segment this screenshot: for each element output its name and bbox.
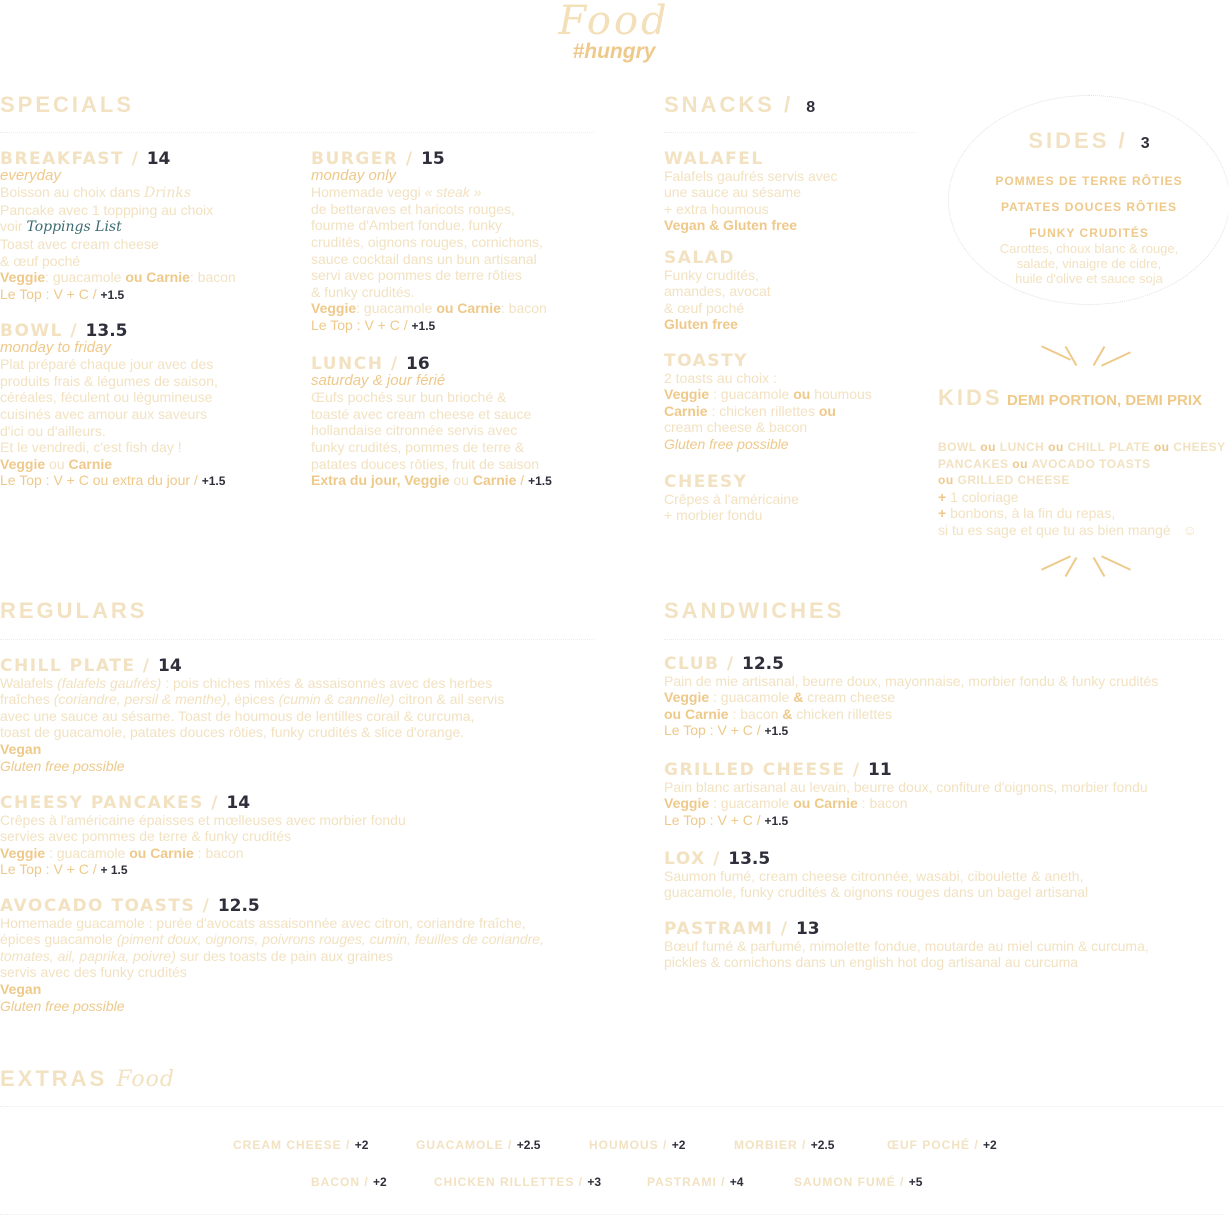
extra-item: CREAM CHEESE / +2 <box>233 1138 369 1152</box>
decor-ray <box>1093 557 1106 577</box>
extra-item: HOUMOUS / +2 <box>589 1138 686 1152</box>
decor-ray <box>1101 351 1131 366</box>
chill-plate-item: CHILL PLATE / 14 Walafels (falafels gaufrés) : pois chiches mixés & assaisonnés avec des herbes fraîches (coriandre, persil & menthe), épices (cumin & cannelle) citron & ail servis avec une sauce au sésame. Toast de houmous de lentilles corail & curcuma, toast de guacamole, patates douces rôties, funky crudités & slice d'orange. Vegan Gluten free possible <box>0 656 505 774</box>
extras-divider-bottom <box>0 1214 1224 1215</box>
walafel-item: WALAFEL Falafels gaufrés servis avec une sauce au sésame + extra houmous Vegan & Gluten free <box>664 149 838 234</box>
sides-list: POMMES DE TERRE RÔTIES PATATES DOUCES RÔTIES FUNKY CRUDITÉS Carottes, choux blanc & rouge, salade, vinaigre de cidre, huile d'olive et sauce soja <box>995 174 1183 286</box>
extra-item: PASTRAMI / +4 <box>647 1175 744 1189</box>
smiley-icon: ☺ <box>1182 521 1197 538</box>
burger-title: BURGER / 15 <box>311 149 445 169</box>
cheesy-pancakes-item: CHEESY PANCAKES / 14 Crêpes à l'américaine épaisses et mœlleuses avec morbier fondu servies avec pommes de terre & funky crudités Veggie : guacamole ou Carnie : bacon Le Top : V + C / + 1.5 <box>0 793 406 878</box>
kids-details: BOWL ou LUNCH ou CHILL PLATE ou CHEESY PANCAKES ou AVOCADO TOASTS ou GRILLED CHEESE + 1 coloriage + bonbons, à la fin du repas, si tu es sage et que tu as bien mangé ☺ <box>938 440 1226 538</box>
sandwiches-divider <box>664 639 1224 640</box>
decor-ray <box>1101 555 1131 570</box>
bowl-item: BOWL / 13.5 monday to friday Plat préparé chaque jour avec des produits frais & légumes de saison, céréales, féculent ou légumineuse cuisinés avec amour aux saveurs d'ici ou d'ailleurs. Et le vendredi, c'est fish day ! Veggie ou Carnie Le Top : V + C ou extra du jour / +1.5 <box>0 321 226 489</box>
extra-item: GUACAMOLE / +2.5 <box>416 1138 541 1152</box>
extras-heading: EXTRAS Food <box>0 1066 176 1092</box>
grilled-cheese-item: GRILLED CHEESE / 11 Pain blanc artisanal au levain, beurre doux, confiture d'oignons, morbier fondu Veggie : guacamole ou Carnie : bacon Le Top : V + C / +1.5 <box>664 760 1148 828</box>
lunch-item: LUNCH / 16 saturday & jour férié Œufs pochés sur bun brioché & toasté avec cream cheese et sauce hollandaise citronnée servis avec funky crudités, pommes de terre & patates douces rôties, fruit de saison Extra du jour, Veggie ou Carnie / +1.5 <box>311 354 552 489</box>
regulars-heading: REGULARS <box>0 598 148 623</box>
extra-item: MORBIER / +2.5 <box>734 1138 835 1152</box>
extra-item: BACON / +2 <box>311 1175 387 1189</box>
sides-heading: SIDES / 3 <box>1028 128 1150 153</box>
breakfast-title: BREAKFAST / 14 <box>0 149 171 169</box>
club-item: CLUB / 12.5 Pain de mie artisanal, beurre doux, mayonnaise, morbier fondu & funky crudités Veggie : guacamole & cream cheese ou Carnie : bacon & chicken rillettes Le Top : V + C / +1.5 <box>664 654 1159 739</box>
snacks-divider <box>664 132 916 133</box>
header-tagline: #hungry <box>572 40 656 63</box>
burger-item: BURGER / 15 monday only Homemade veggi « steak » de betteraves et haricots rouges, fourme d'Ambert fondue, funky crudités, oignons rouges, cornichons, sauce cocktail dans un bun artisanal servi avec pommes de terre rôties & funky crudités. Veggie: guacamole ou Carnie: bacon Le Top : V + C / +1.5 <box>311 151 601 335</box>
extras-divider-top <box>0 1106 1224 1107</box>
extra-item: CHICKEN RILLETTES / +3 <box>434 1175 602 1189</box>
sandwiches-heading: SANDWICHES <box>664 598 845 623</box>
lox-item: LOX / 13.5 Saumon fumé, cream cheese citronnée, wasabi, ciboulette & aneth, guacamole, funky crudités & oignons rouges dans un bagel artisanal <box>664 849 1089 901</box>
extra-item: ŒUF POCHÉ / +2 <box>887 1138 997 1152</box>
decor-ray <box>1041 555 1071 570</box>
regulars-divider <box>0 639 594 640</box>
extra-item: SAUMON FUMÉ / +5 <box>794 1175 923 1189</box>
toasty-item: TOASTY 2 toasts au choix : Veggie : guacamole ou houmous Carnie : chicken rillettes ou cream cheese & bacon Gluten free possible <box>664 351 872 452</box>
snacks-heading: SNACKS / 8 <box>664 92 816 117</box>
breakfast-item: BREAKFAST / 14 everyday Boisson au choix dans Drinks Pancake avec 1 toppping au choix voir Toppings List Toast avec cream cheese & œuf poché Veggie: guacamole ou Carnie: bacon Le Top : V + C / +1.5 <box>0 151 300 303</box>
decor-ray <box>1065 557 1078 577</box>
specials-heading: SPECIALS <box>0 92 135 117</box>
kids-heading: KIDS DEMI PORTION, DEMI PRIX <box>938 385 1203 410</box>
salad-item: SALAD Funky crudités, amandes, avocat & œuf poché Gluten free <box>664 248 771 333</box>
avocado-toasts-item: AVOCADO TOASTS / 12.5 Homemade guacamole : purée d'avocats assaisonnée avec citron, coriandre fraîche, épices guacamole (piment doux, oignons, poivrons rouges, cumin, feuilles de coriandre, tomates, ail, paprika, poivre) sur des toasts de pain aux graines servis avec des funky crudités Vegan Gluten free possible <box>0 896 544 1014</box>
specials-divider <box>0 132 594 133</box>
header-script-title: Food <box>558 0 670 44</box>
pastrami-item: PASTRAMI / 13 Bœuf fumé & parfumé, mimolette fondue, moutarde au miel cumin & curcuma, pickles & cornichons dans un english hot dog artisanal au curcuma <box>664 919 1149 971</box>
cheesy-item: CHEESY Crêpes à l'américaine + morbier fondu <box>664 472 799 524</box>
breakfast-subtitle: everyday <box>0 166 61 184</box>
